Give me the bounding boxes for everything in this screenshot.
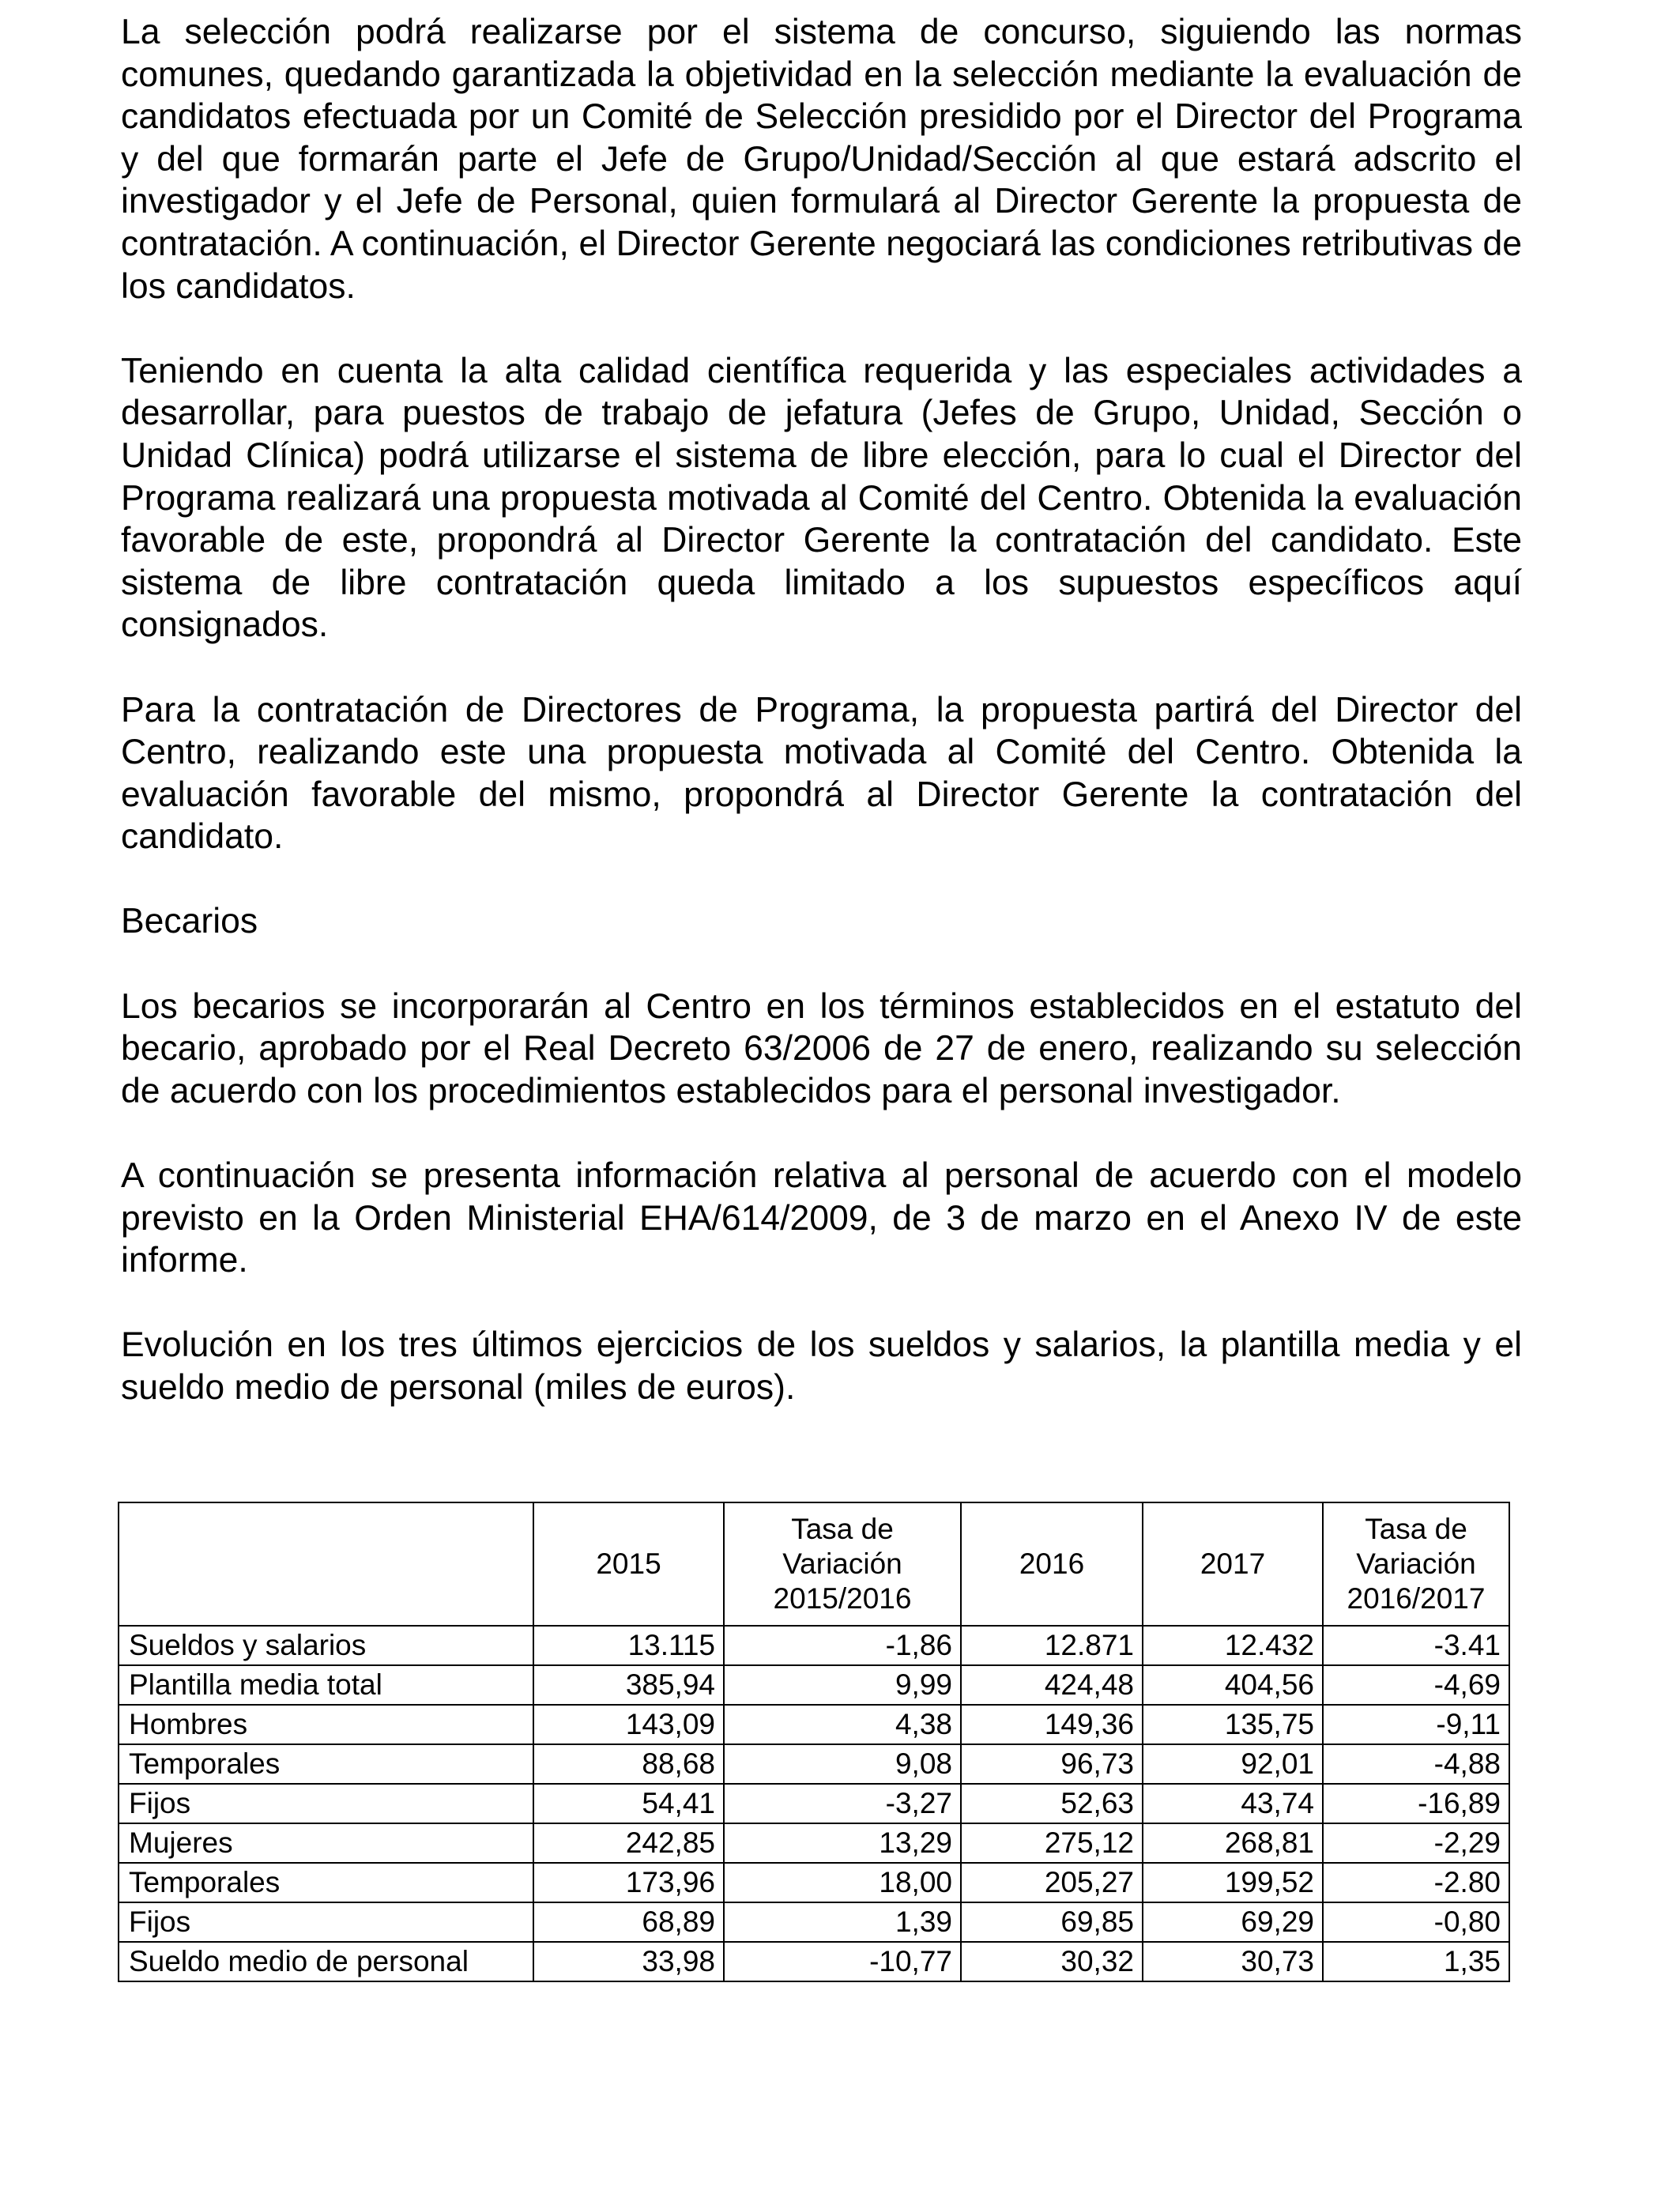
table-row: [119, 1744, 1509, 1784]
cell-2015: 88,68: [533, 1744, 724, 1784]
cell-2017: 199,52: [1143, 1863, 1323, 1902]
cell-2015: 242,85: [533, 1823, 724, 1863]
table-row: [119, 1942, 1509, 1981]
cell-tasa-2015-2016: -1,86: [724, 1626, 961, 1665]
cell-2017: 268,81: [1143, 1823, 1323, 1863]
row-label: Sueldo medio de personal: [119, 1942, 533, 1981]
cell-2015: 33,98: [533, 1942, 724, 1981]
cell-2017: 135,75: [1143, 1705, 1323, 1744]
document-body: [121, 11, 1522, 1451]
cell-2016: 275,12: [961, 1823, 1143, 1863]
cell-tasa-2016-2017: -2,29: [1323, 1823, 1509, 1863]
table-header-row: [119, 1502, 1509, 1626]
cell-tasa-2015-2016: -10,77: [724, 1942, 961, 1981]
row-label: Temporales: [119, 1744, 533, 1784]
paragraph-evolucion-sueldos: Evolución en los tres últimos ejercicios de los sueldos y salarios, la plantilla media y el sueldo medio de personal (miles de euros).: [121, 1325, 1522, 1407]
cell-2016: 149,36: [961, 1705, 1143, 1744]
cell-2015: 54,41: [533, 1784, 724, 1823]
table-row: [119, 1863, 1509, 1902]
cell-2017: 92,01: [1143, 1744, 1323, 1784]
paragraph-libre-eleccion: Teniendo en cuenta la alta calidad científica requerida y las especiales actividades a desarrollar, para puestos de trabajo de jefatura (Jefes de Grupo, Unidad, Sección o Unidad Clínica) podrá utilizarse el sistema de libre elección, para lo cual el Director del Programa realizará una propuesta motivada al Comité del Centro. Obtenida la evaluación favorable de este, propondrá al Director Gerente la contratación del candidato. Este sistema de libre contratación queda limitado a los supuestos específicos aquí consignados.: [121, 351, 1522, 645]
cell-2017: 12.432: [1143, 1626, 1323, 1665]
cell-tasa-2016-2017: -0,80: [1323, 1902, 1509, 1942]
header-tasa-2016-2017-text: Tasa de Variación 2016/2017: [1347, 1513, 1486, 1615]
cell-tasa-2016-2017: -2.80: [1323, 1863, 1509, 1902]
cell-2015: 13.115: [533, 1626, 724, 1665]
cell-tasa-2015-2016: -3,27: [724, 1784, 961, 1823]
table-row: [119, 1705, 1509, 1744]
cell-tasa-2015-2016: 9,99: [724, 1665, 961, 1705]
personnel-table-container: [118, 1502, 1510, 1982]
row-label: Temporales: [119, 1863, 533, 1902]
cell-2016: 52,63: [961, 1784, 1143, 1823]
cell-tasa-2016-2017: -3.41: [1323, 1626, 1509, 1665]
cell-tasa-2016-2017: -4,69: [1323, 1665, 1509, 1705]
cell-2016: 96,73: [961, 1744, 1143, 1784]
paragraph-orden-ministerial: A continuación se presenta información relativa al personal de acuerdo con el modelo previsto en la Orden Ministerial EHA/614/2009, de 3 de marzo en el Anexo IV de este informe.: [121, 1156, 1522, 1280]
row-label: Plantilla media total: [119, 1665, 533, 1705]
row-label: Fijos: [119, 1784, 533, 1823]
cell-2016: 69,85: [961, 1902, 1143, 1942]
cell-2017: 69,29: [1143, 1902, 1323, 1942]
cell-2017: 404,56: [1143, 1665, 1323, 1705]
cell-2015: 143,09: [533, 1705, 724, 1744]
header-cell-tasa-2016-2017: [1323, 1502, 1509, 1626]
cell-2016: 12.871: [961, 1626, 1143, 1665]
table-row: [119, 1784, 1509, 1823]
table-row: [119, 1902, 1509, 1942]
cell-tasa-2015-2016: 13,29: [724, 1823, 961, 1863]
header-cell-empty: [119, 1502, 533, 1626]
table-row: [119, 1665, 1509, 1705]
cell-tasa-2015-2016: 1,39: [724, 1902, 961, 1942]
header-cell-2017: 2017: [1143, 1502, 1323, 1626]
cell-2016: 424,48: [961, 1665, 1143, 1705]
cell-tasa-2016-2017: -4,88: [1323, 1744, 1509, 1784]
personnel-table: [118, 1502, 1510, 1982]
cell-2016: 30,32: [961, 1942, 1143, 1981]
cell-2017: 43,74: [1143, 1784, 1323, 1823]
cell-tasa-2016-2017: -9,11: [1323, 1705, 1509, 1744]
section-heading-becarios: Becarios: [121, 902, 258, 941]
header-cell-2015: 2015: [533, 1502, 724, 1626]
row-label: Sueldos y salarios: [119, 1626, 533, 1665]
row-label: Hombres: [119, 1705, 533, 1744]
paragraph-becarios: Los becarios se incorporarán al Centro en los términos establecidos en el estatuto del becario, aprobado por el Real Decreto 63/2006 de 27 de enero, realizando su selección de acuerdo con los procedimientos establecidos para el personal investigador.: [121, 986, 1522, 1110]
cell-2015: 385,94: [533, 1665, 724, 1705]
row-label: Fijos: [119, 1902, 533, 1942]
paragraph-seleccion-concurso: La selección podrá realizarse por el sistema de concurso, siguiendo las normas comunes, quedando garantizada la objetividad en la selección mediante la evaluación de candidatos efectuada por un Comité de Selección presidido por el Director del Programa y del que formarán parte el Jefe de Grupo/Unidad/Sección al que estará adscrito el investigador y el Jefe de Personal, quien formulará al Director Gerente la propuesta de contratación. A continuación, el Director Gerente negociará las condiciones retributivas de los candidatos.: [121, 13, 1522, 306]
cell-2015: 173,96: [533, 1863, 724, 1902]
header-cell-tasa-2015-2016: [724, 1502, 961, 1626]
cell-tasa-2016-2017: 1,35: [1323, 1942, 1509, 1981]
row-label: Mujeres: [119, 1823, 533, 1863]
cell-2016: 205,27: [961, 1863, 1143, 1902]
cell-tasa-2015-2016: 4,38: [724, 1705, 961, 1744]
cell-tasa-2015-2016: 9,08: [724, 1744, 961, 1784]
header-cell-2016: 2016: [961, 1502, 1143, 1626]
table-row: [119, 1626, 1509, 1665]
cell-tasa-2016-2017: -16,89: [1323, 1784, 1509, 1823]
cell-2015: 68,89: [533, 1902, 724, 1942]
header-tasa-2015-2016-text: Tasa de Variación 2015/2016: [773, 1513, 912, 1615]
cell-tasa-2015-2016: 18,00: [724, 1863, 961, 1902]
cell-2017: 30,73: [1143, 1942, 1323, 1981]
paragraph-directores-programa: Para la contratación de Directores de Programa, la propuesta partirá del Director del Centro, realizando este una propuesta motivada al Comité del Centro. Obtenida la evaluación favorable del mismo, propondrá al Director Gerente la contratación del candidato.: [121, 690, 1522, 857]
table-row: [119, 1823, 1509, 1863]
